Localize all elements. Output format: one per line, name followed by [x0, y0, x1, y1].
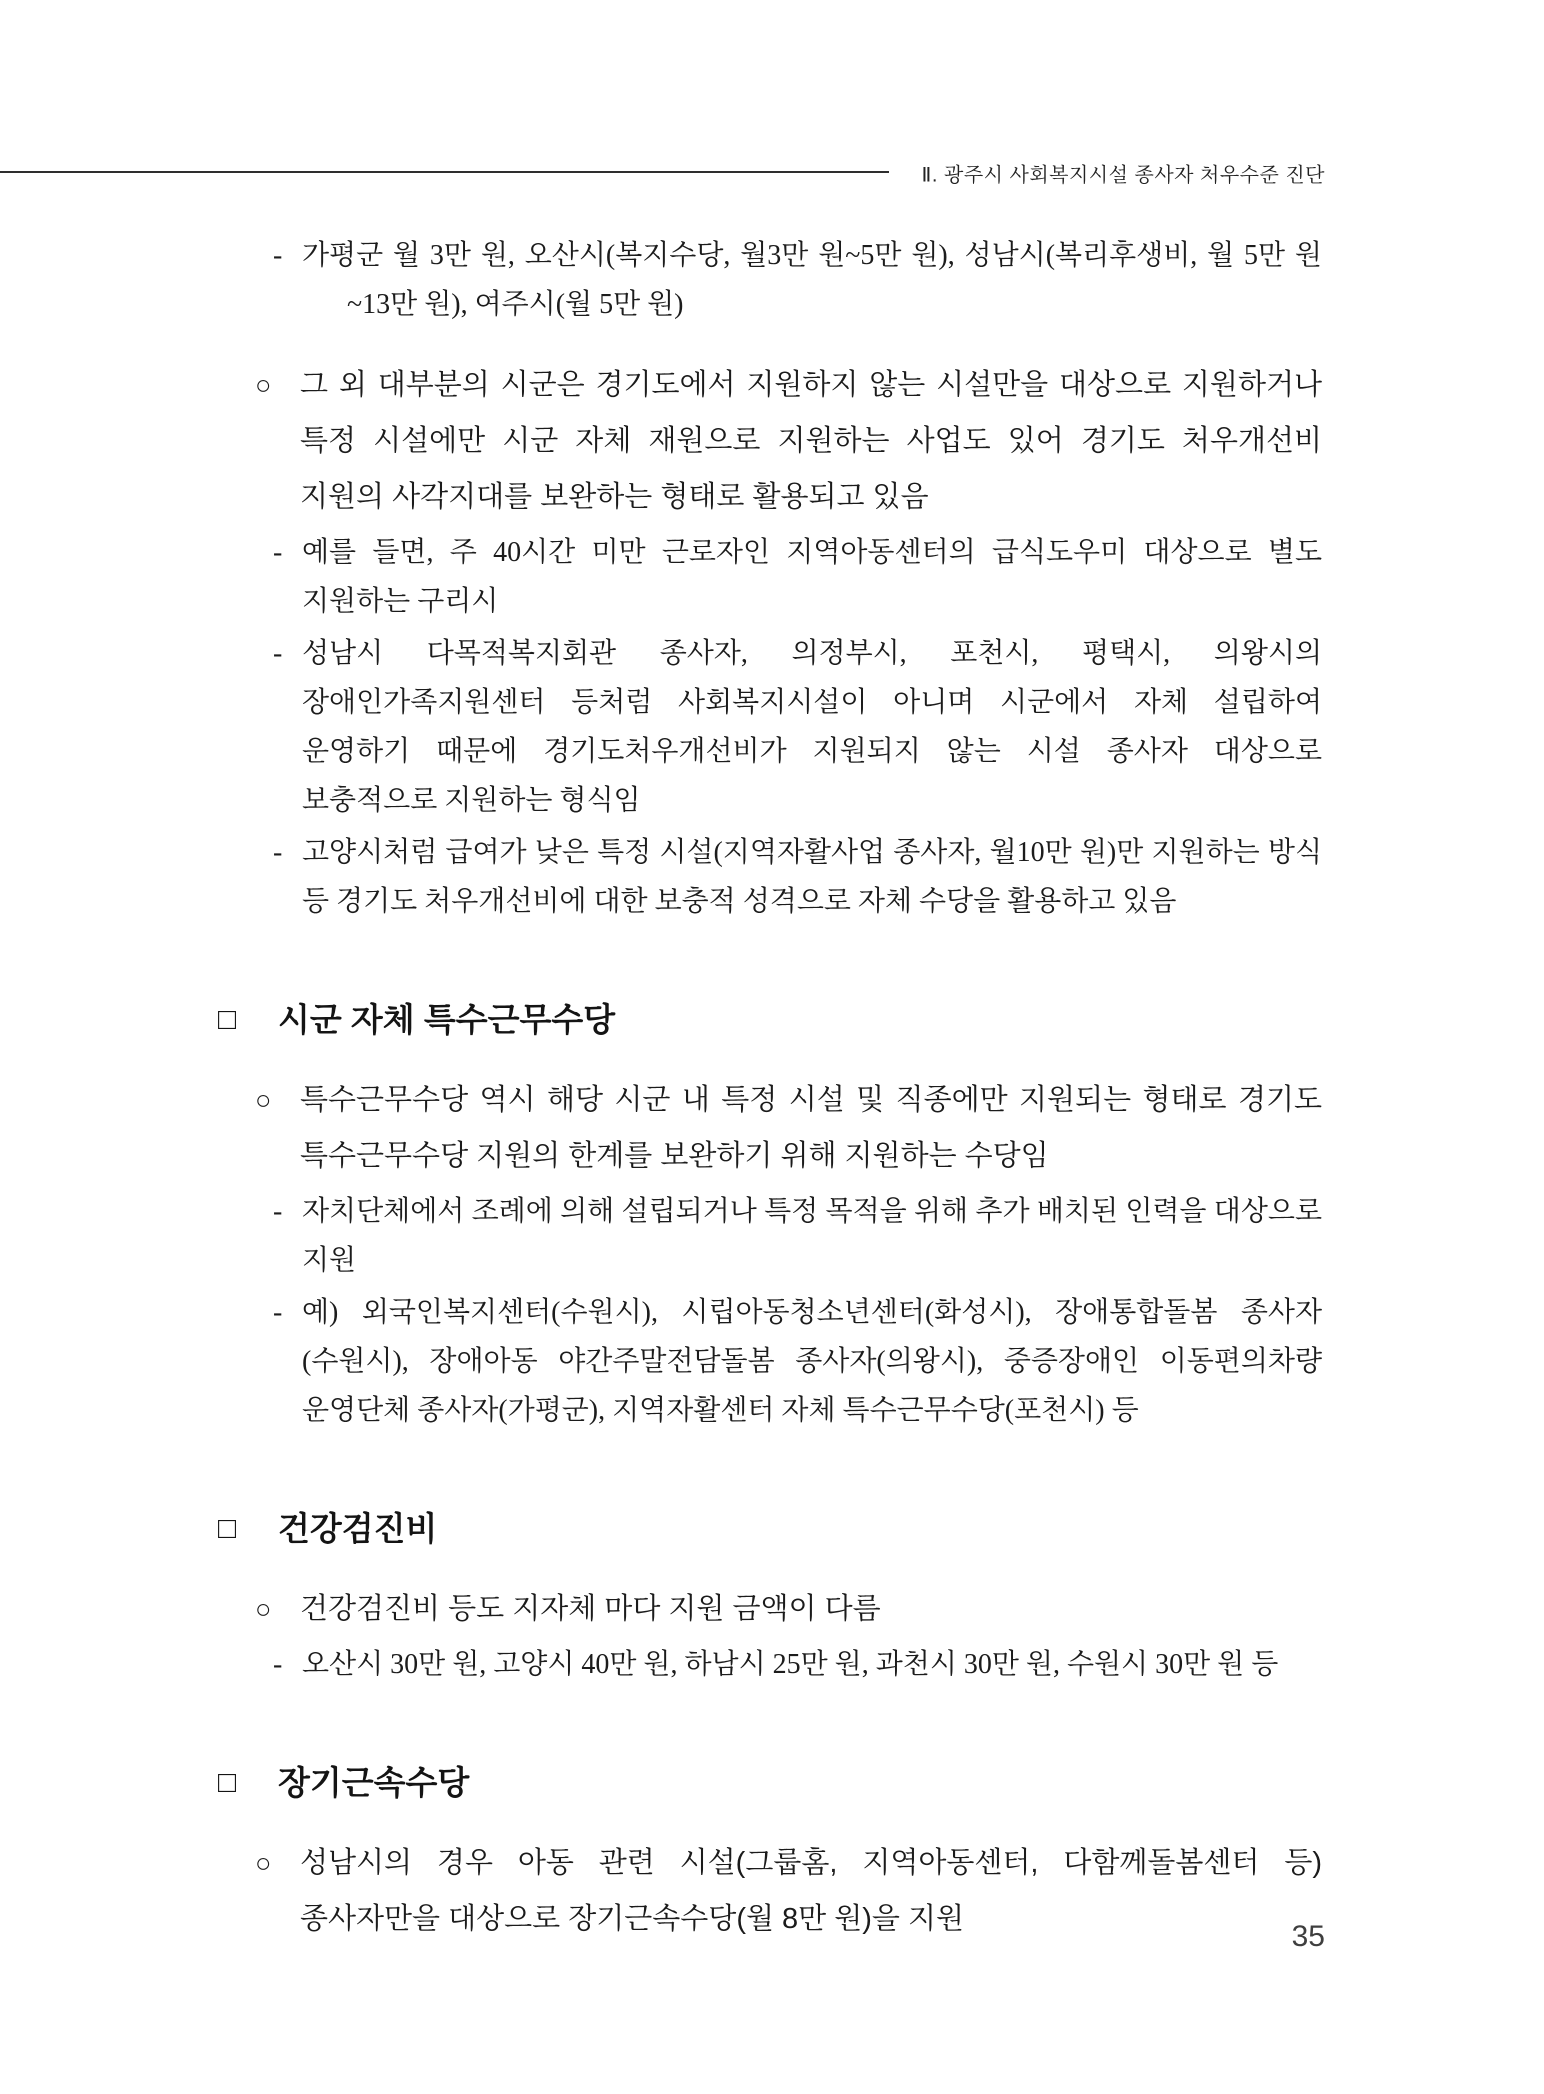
square-bullet-icon: □	[218, 1003, 237, 1036]
paragraph-text: 그 외 대부분의 시군은 경기도에서 지원하지 않는 시설만을 대상으로 지원하거나 특정 시설에만 시군 자체 재원으로 지원하는 사업도 있어 경기도 처우개선비 지원의 사각지대를 보완하는 형태로 활용되고 있음	[300, 369, 1322, 513]
section-heading	[218, 1505, 1322, 1553]
dash-item	[273, 231, 1322, 329]
circle-item	[255, 1581, 1322, 1637]
dash-item	[273, 1640, 1322, 1689]
section-heading-text: 장기근속수당	[278, 1764, 470, 1801]
dash-item	[273, 1187, 1322, 1285]
section-heading-text: 시군 자체 특수근무수당	[278, 1001, 616, 1038]
section-heading-text: 건강검진비	[278, 1510, 438, 1547]
paragraph-text: 자치단체에서 조례에 의해 설립되거나 특정 목적을 위해 추가 배치된 인력을 대상으로 지원	[302, 1196, 1322, 1276]
section-heading	[218, 996, 1322, 1044]
paragraph-text: 성남시 다목적복지회관 종사자, 의정부시, 포천시, 평택시, 의왕시의 장애인가족지원센터 등처럼 사회복지시설이 아니며 시군에서 자체 설립하여 운영하기 때문에 경기도처우개선비가 지원되지 않는 시설 종사자 대상으로 보충적으로 지원하는 형식임	[302, 638, 1322, 816]
section-heading	[218, 1759, 1322, 1807]
paragraph-text: 고양시처럼 급여가 낮은 특정 시설(지역자활사업 종사자, 월10만 원)만 지원하는 방식 등 경기도 처우개선비에 대한 보충적 성격으로 자체 수당을 활용하고 있음	[302, 837, 1322, 917]
paragraph-text: 예를 들면, 주 40시간 미만 근로자인 지역아동센터의 급식도우미 대상으로 별도 지원하는 구리시	[302, 537, 1322, 617]
dash-item	[273, 1288, 1322, 1435]
dash-bullet-icon: -	[273, 1297, 283, 1328]
paragraph-text: 오산시 30만 원, 고양시 40만 원, 하남시 25만 원, 과천시 30만 원, 수원시 30만 원 등	[302, 1649, 1279, 1680]
dash-item	[273, 528, 1322, 626]
paragraph-text: 성남시의 경우 아동 관련 시설(그룹홈, 지역아동센터, 다함께돌봄센터 등) 종사자만을 대상으로 장기근속수당(월 8만 원)을 지원	[300, 1847, 1322, 1935]
circle-bullet-icon: ○	[255, 370, 272, 400]
dash-bullet-icon: -	[273, 638, 283, 669]
dash-bullet-icon: -	[273, 1196, 283, 1227]
circle-item	[255, 1835, 1322, 1947]
circle-item	[255, 1072, 1322, 1184]
page-content	[0, 231, 1322, 1947]
running-header: Ⅱ. 광주시 사회복지시설 종사자 처우수준 진단	[921, 164, 1325, 187]
square-bullet-icon: □	[218, 1766, 237, 1799]
paragraph-text: 가평군 월 3만 원, 오산시(복지수당, 월3만 원~5만 원), 성남시(복리후생비, 월 5만 원~13만 원), 여주시(월 5만 원)	[302, 240, 1322, 320]
dash-bullet-icon: -	[273, 1649, 283, 1680]
square-bullet-icon: □	[218, 1512, 237, 1545]
paragraph-text: 특수근무수당 역시 해당 시군 내 특정 시설 및 직종에만 지원되는 형태로 경기도 특수근무수당 지원의 한계를 보완하기 위해 지원하는 수당임	[300, 1084, 1322, 1172]
circle-bullet-icon: ○	[255, 1848, 272, 1878]
circle-item	[255, 357, 1322, 525]
dash-item	[273, 828, 1322, 926]
dash-bullet-icon: -	[273, 537, 283, 568]
dash-item	[273, 629, 1322, 825]
circle-bullet-icon: ○	[255, 1594, 272, 1624]
header-rule	[0, 171, 889, 173]
paragraph-text: 건강검진비 등도 지자체 마다 지원 금액이 다름	[300, 1593, 881, 1625]
circle-bullet-icon: ○	[255, 1085, 272, 1115]
dash-bullet-icon: -	[273, 240, 283, 271]
dash-bullet-icon: -	[273, 837, 283, 868]
paragraph-text: 예) 외국인복지센터(수원시), 시립아동청소년센터(화성시), 장애통합돌봄 종사자(수원시), 장애아동 야간주말전담돌봄 종사자(의왕시), 중증장애인 이동편의차량 운영단체 종사자(가평군), 지역자활센터 자체 특수근무수당(포천시) 등	[302, 1297, 1322, 1426]
page-number: 35	[1291, 1920, 1325, 1953]
